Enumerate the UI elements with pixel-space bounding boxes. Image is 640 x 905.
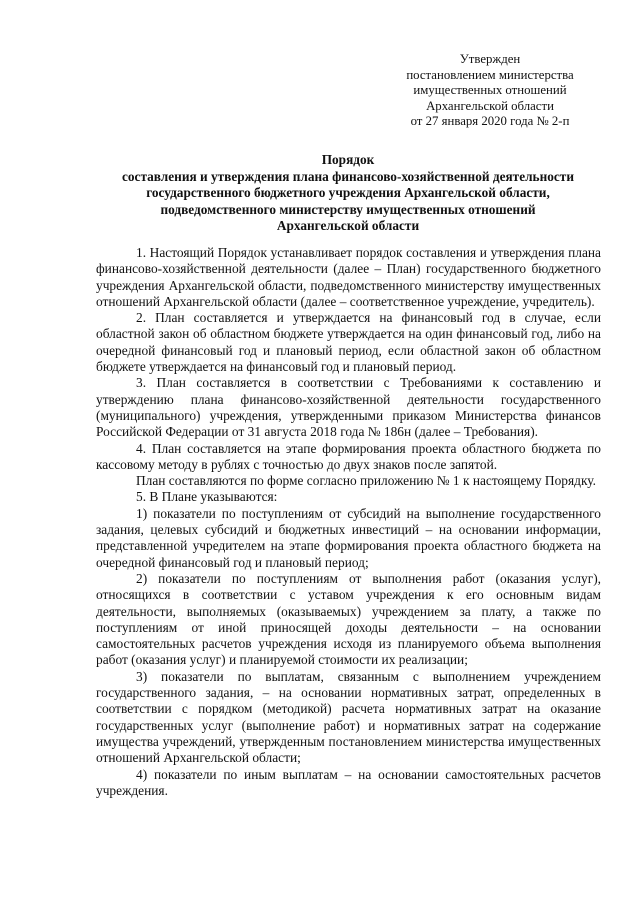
approval-line: от 27 января 2020 года № 2-п (410, 114, 570, 129)
paragraph-3: 3. План составляется в соответствии с Требованиями к составлению и утверждению плана финансово-хозяйственной деятельности государственного (муниципального) учреждения, утвержденными приказом Министерства финансов Российской Федерации от 31 августа 2018 года № 186н (далее – Требования). (96, 375, 601, 440)
paragraph-4: 4. План составляется на этапе формирования проекта областного бюджета по кассовому методу в рублях с точностью до двух знаков после запятой. (96, 440, 601, 472)
approval-line: Архангельской области (426, 98, 554, 113)
paragraph-5: 5. В Плане указываются: (136, 489, 278, 505)
approval-line: имущественных отношений (413, 83, 567, 98)
title-line: составления и утверждения плана финансово-хозяйственной деятельности (122, 168, 574, 184)
approval-line: Утвержден (459, 52, 521, 66)
list-item-3: 3) показатели по выплатам, связанным с выполнением учреждением государственного задания, – на основании нормативных затрат, определенных в соответствии с порядком (методикой) расчета нормативных затрат на оказание государственных услуг (выполнение работ) и нормативных затрат на содержание имущества учреждений, утвержденным постановлением министерства имущественных отношений Архангельской области; (96, 668, 601, 766)
list-item-2: 2) показатели по поступлениям от выполнения работ (оказания услуг), относящихся в соответствии с уставом учреждения к его основным видам деятельности, выполняемых (оказываемых) учреждением за плату, а также по поступлениям от иной приносящей доходы деятельности – на основании самостоятельных расчетов учреждения исходя из планируемого объема выполнения работ (оказания услуг) и планируемой стоимости их реализации; (96, 570, 601, 668)
title-line: государственного бюджетного учреждения Архангельской области, (146, 185, 550, 201)
list-item-4: 4) показатели по иным выплатам – на основании самостоятельных расчетов учреждения. (96, 766, 601, 798)
list-item-1: 1) показатели по поступлениям от субсидий на выполнение государственного задания, целевых субсидий и бюджетных инвестиций – на основании информации, представленной учредителем на этапе формирования проекта областного бюджета на очередной финансовый год и плановый период; (96, 505, 601, 570)
title-line: подведомственного министерству имущественных отношений (160, 201, 536, 217)
document-body (96, 245, 601, 799)
title-line: Архангельской области (276, 218, 420, 234)
approval-stamp (370, 52, 610, 130)
title-heading: Порядок (321, 152, 375, 167)
paragraph-2: 2. План составляется и утверждается на финансовый год в случае, если областной закон об областном бюджете утверждается на один финансовый год, либо на очередной финансовый год и плановый период, если областной закон об областном бюджете утверждается на финансовый год и плановый период. (96, 310, 601, 375)
approval-line: постановлением министерства (406, 67, 574, 82)
paragraph-1: 1. Настоящий Порядок устанавливает порядок составления и утверждения плана финансово-хозяйственной деятельности (далее – План) государственного бюджетного учреждения Архангельской области, подведомственного министерству имущественных отношений Архангельской области (далее – соответственное учреждение, учредитель). (96, 245, 601, 309)
document-title (88, 152, 608, 235)
paragraph-form-note: План составляются по форме согласно приложению № 1 к настоящему Порядку. (136, 473, 596, 489)
